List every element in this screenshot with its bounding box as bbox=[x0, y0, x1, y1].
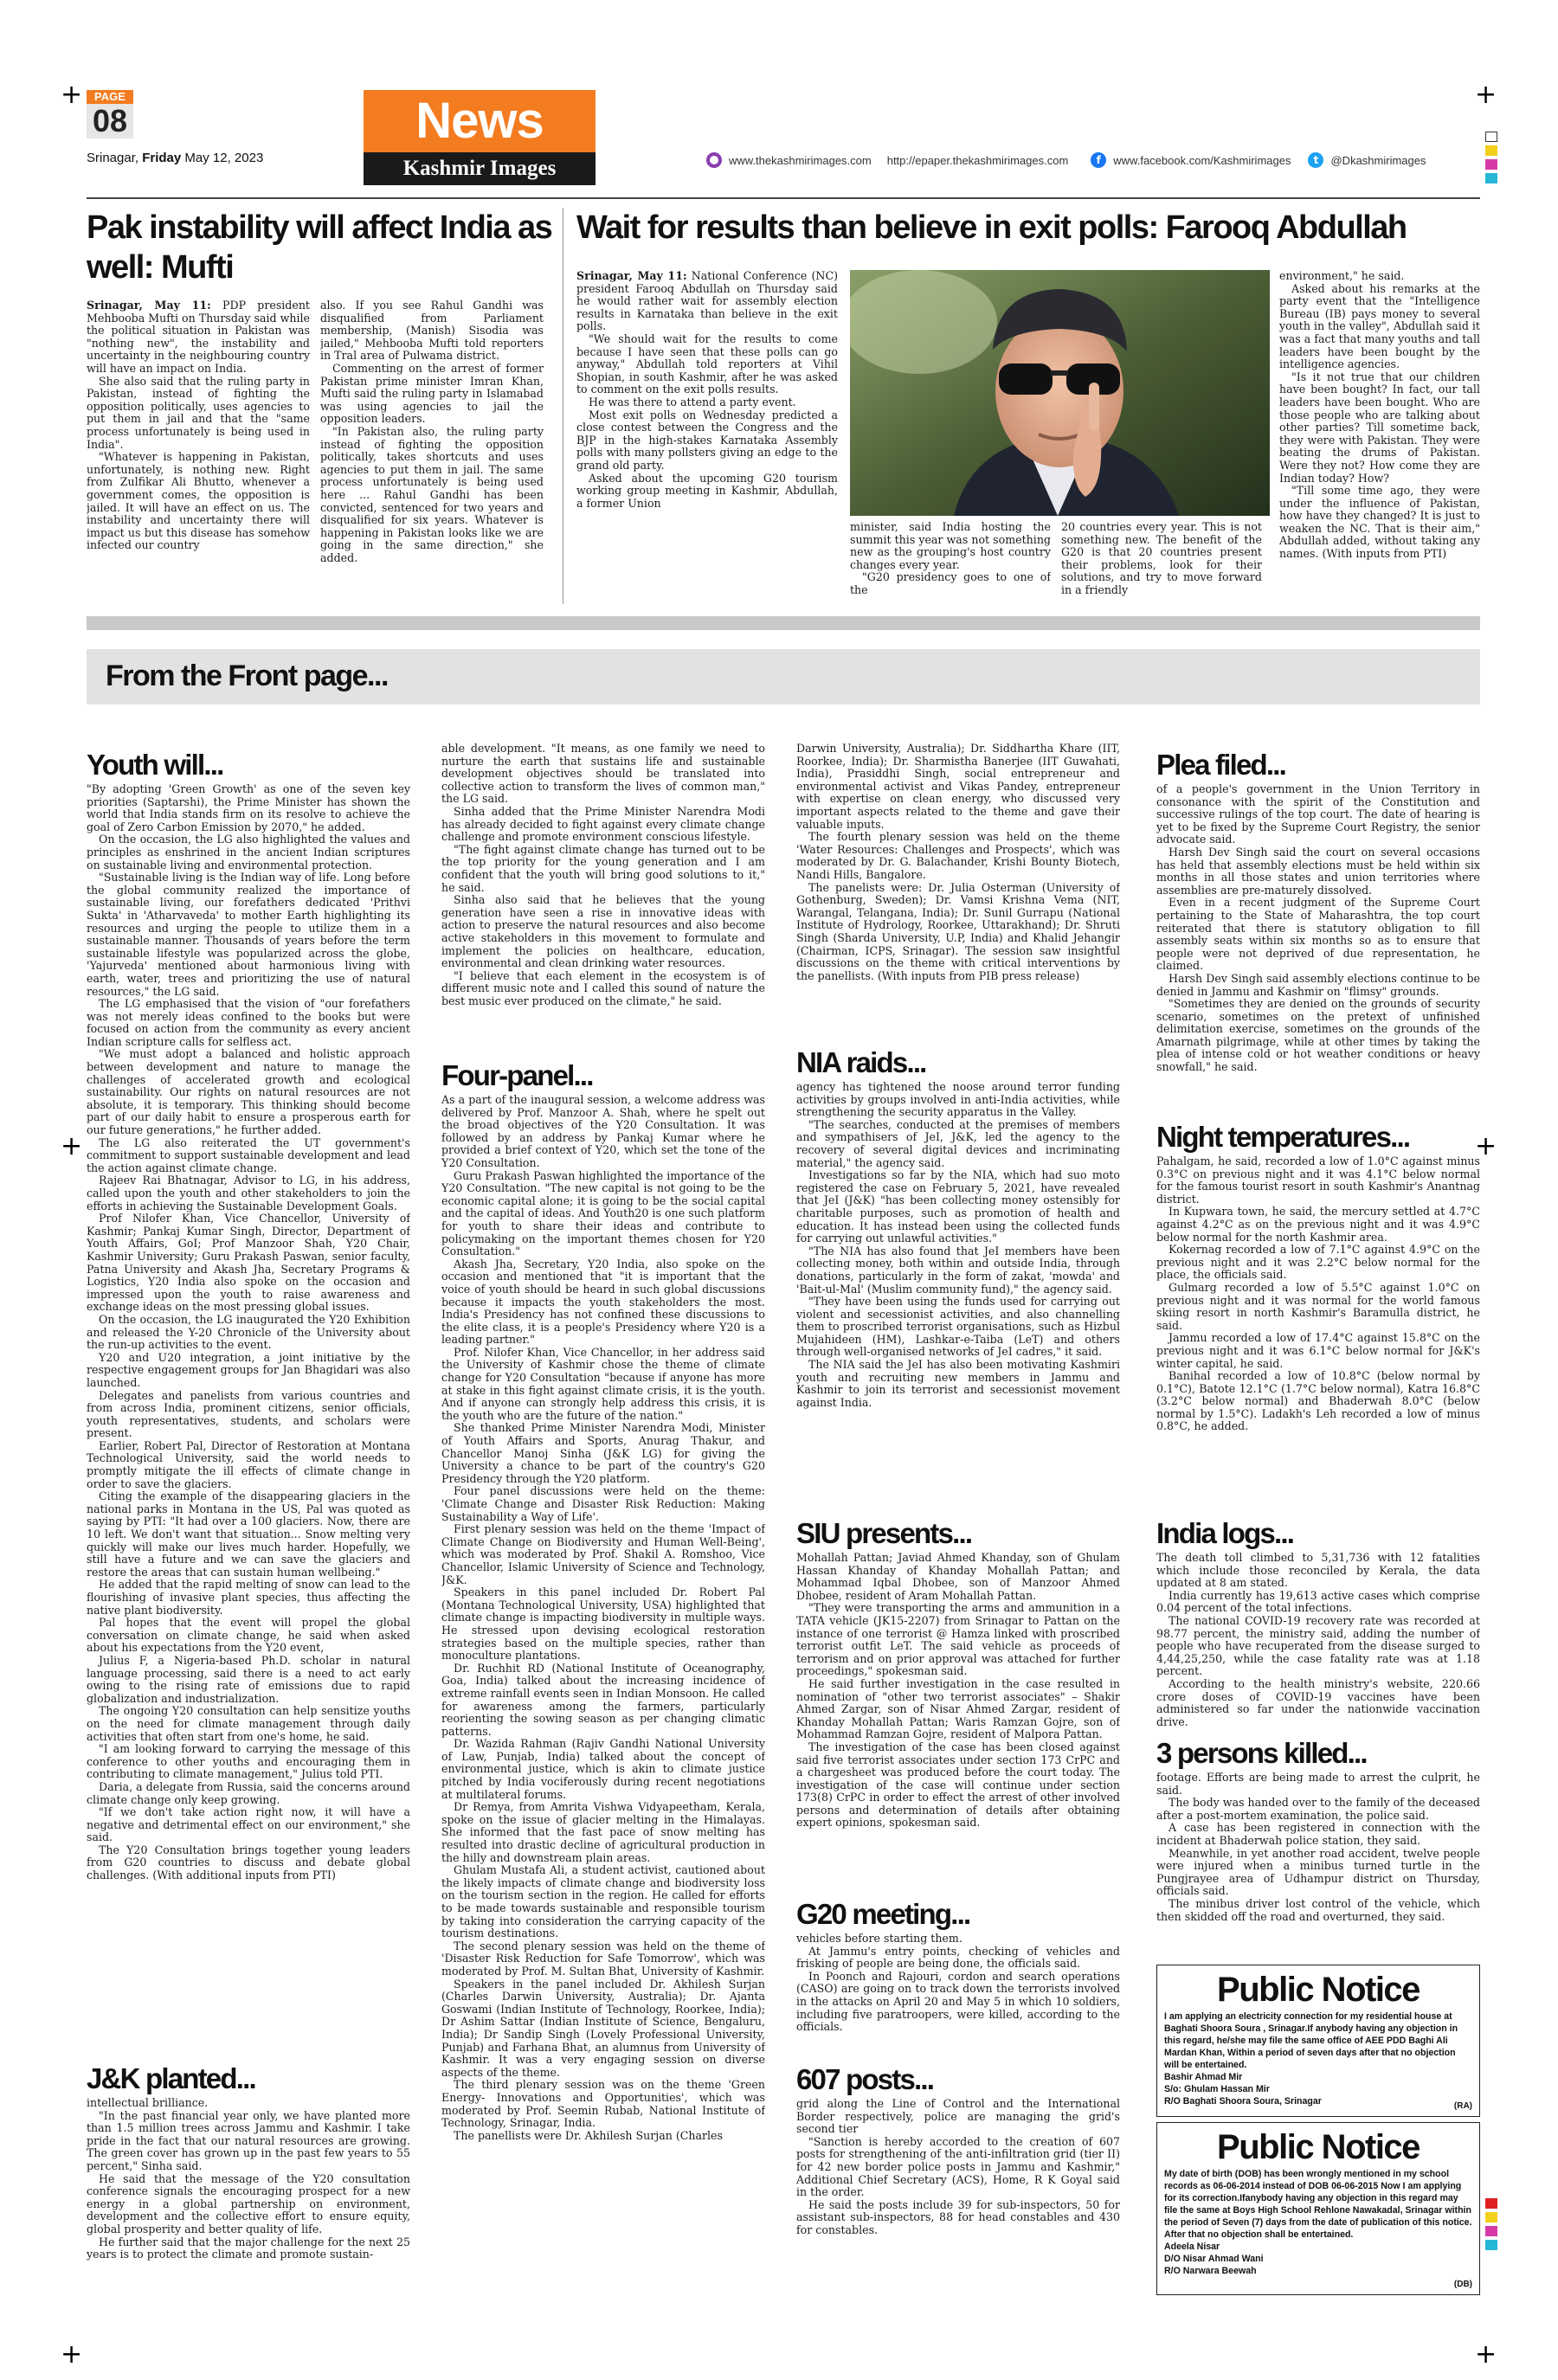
masthead-brand: Kashmir Images bbox=[364, 152, 596, 185]
story-column bbox=[850, 521, 1051, 604]
paragraph: "Whatever is happening in Pakistan, unfortunately, is nothing new. Right from Zulfikar Ali Bhutto, whenever a government comes, the opposition is jailed. It will have an effect on us. The instability and uncertainty there will impact us but this disease has somehow infected our country bbox=[87, 450, 310, 552]
paragraph: Jammu recorded a low of 17.4°C against 15.8°C on the previous night and it was 6.1°C below normal for J&K's winter capital, he said. bbox=[1156, 1331, 1480, 1370]
paragraph: She also said that the ruling party in Pakistan, instead of fighting the opposition politically, uses agencies to put them in jail and that the "same process unfortunately is being used in India". bbox=[87, 374, 310, 451]
paragraph: Julius F, a Nigeria-based Ph.D. scholar in natural language processing, said there is a need to act early owing to the rising rate of emissions due to rapid globalization and industrialization. bbox=[87, 1653, 410, 1705]
paragraph: Asked about his remarks at the party event that the "Intelligence Bureau (IB) pays money to several youth in the valley", Abdullah said it was a fact that many youths and tall leaders have been bought by the intelligence agencies. bbox=[1279, 281, 1480, 371]
color-swatch-cyan bbox=[1485, 2240, 1497, 2250]
paragraph: Citing the example of the disappearing glaciers in the national parks in Montana in the US, Pal was quoted as saying by PTI: "It had over a 100 glaciers. Now, there are 10 left. We don't want that situation... Snow melting very quickly will make our lives much harder. Hopefully, we still have a future and we can save the glaciers and restore the areas that can sustain human wellbeing." bbox=[87, 1489, 410, 1579]
paragraph: The Y20 Consultation brings together young leaders from G20 countries to discuss and debate global challenges. (With additional inputs from PTI) bbox=[87, 1843, 410, 1882]
paragraph: environment," he said. bbox=[1279, 270, 1405, 282]
paragraph: Sinha added that the Prime Minister Narendra Modi has already decided to fight against every climate change challenge and promote environment conscious lifestyle. bbox=[441, 804, 765, 844]
website-link[interactable]: www.thekashmirimages.com bbox=[729, 153, 872, 167]
paragraph: "If we don't take action right now, it will have a negative and detrimental effect on our environment," she said. bbox=[87, 1805, 410, 1844]
story-column bbox=[87, 2097, 410, 2332]
paragraph: Daria, a delegate from Russia, said the concerns around climate change only keep growing. bbox=[87, 1779, 410, 1806]
story-column bbox=[1156, 1155, 1480, 1476]
paragraph: He further said that the major challenge for the next 25 years is to protect the climate and promote sustain- bbox=[87, 2235, 410, 2261]
color-swatch-cyan bbox=[1485, 173, 1497, 183]
paragraph: Most exit polls on Wednesday predicted a close contest between the Congress and the BJP in the high-stakes Karnataka Assembly polls with many pollsters giving an edge to the grand old party. bbox=[576, 408, 838, 472]
dateline: Srinagar, Friday May 12, 2023 bbox=[87, 151, 264, 165]
paragraph: On the occasion, the LG inaugurated the Y20 Exhibition and released the Y-20 Chronicle of the University about the run-up activities to the event. bbox=[87, 1312, 410, 1352]
paragraph: Darwin University, Australia); Dr. Siddhartha Khare (IIT, Roorkee, India); Dr. Sharmistha Banerjee (IIT Guwahati, India), Prasiddhi Singh, social entrepreneur and environmental activist and Vikas Pandey, entrepreneur with expertise on clean energy, who discussed very important aspects related to the theme and gave their valuable inputs. bbox=[796, 743, 1120, 831]
story-column bbox=[1156, 1772, 1480, 1943]
paragraph: Dr. Ruchhit RD (National Institute of Oceanography, Goa, India) talked about the increasing incidence of extreme rainfall events seen in Indian Monsoon. He called for awareness among the farmers, particularly reorienting the sowing season as per changing climatic patterns. bbox=[441, 1661, 765, 1738]
notice-signatory: S/o: Ghulam Hassan Mir bbox=[1164, 2084, 1270, 2094]
paragraph: "In the past financial year only, we have planted more than 1.5 million trees across Jammu and Kashmir. I take pride in the fact that our natural resources are growing. The green cover has grown up in the past few years to 55 percent," Sinha said. bbox=[87, 2108, 410, 2172]
paragraph: Earlier, Robert Pal, Director of Restoration at Montana Technological University, said the world needs to promptly mitigate the ill effects of climate change in order to save the glaciers. bbox=[87, 1438, 410, 1490]
paragraph: "Till some time ago, they were under the influence of Pakistan, how have they changed? It is just to weaken the NC. That is their aim," Abdullah added, without taking any names. (With inputs from PTI) bbox=[1279, 484, 1480, 561]
paragraph: Meanwhile, in yet another road accident, twelve people were injured when a minibus turned turtle in the Pungjrayee area of Udhampur district on Thursday, officials said. bbox=[1156, 1846, 1480, 1898]
color-swatch-yellow bbox=[1485, 145, 1497, 156]
story-column bbox=[1061, 521, 1262, 604]
mail-icon bbox=[1485, 132, 1497, 142]
paragraph: First plenary session was held on the theme 'Impact of Climate Change on Biodiversity and Human Well-Being', which was moderated by Prof. Shakil A. Romshoo, Vice Chancellor, Islamic University of Science and Technology, J&K. bbox=[441, 1522, 765, 1586]
paragraph: Kokernag recorded a low of 7.1°C against 4.9°C on the previous night and it was 2.2°C below normal for the place, the officials said. bbox=[1156, 1243, 1480, 1282]
jump-headline: SIU presents... bbox=[796, 1517, 972, 1549]
notice-signatory: D/O Nisar Ahmad Wani bbox=[1164, 2254, 1264, 2264]
public-notice bbox=[1156, 1965, 1480, 2117]
paragraph: grid along the Line of Control and the International Border respectively, police are managing the grid's second tier bbox=[796, 2098, 1120, 2136]
paragraph: "They were transporting the arms and ammunition in a TATA vehicle (JK15-2207) from Srinagar to Pattan on the instance of one terrorist @ Hamza linked with proscribed terrorist outfit LeT. The said vehicle as proceeds of terrorism and on prior approval was attached for further proceedings," spokesman said. bbox=[796, 1601, 1120, 1678]
story-column bbox=[87, 299, 310, 604]
paragraph: "Sometimes they are denied on the grounds of security scenario, sometimes on the pretext of unfinished delimitation exercise, sometimes on the grounds of the Amarnath pilgrimage, while at other times by taking the plea of intense cold or hot weather conditions or heavy snowfall," he said. bbox=[1156, 997, 1480, 1074]
paragraph: Rajeev Rai Bhatnagar, Advisor to LG, in his address, called upon the youth and other stakeholders to join the efforts in achieving the Sustainable Development Goals. bbox=[87, 1174, 410, 1213]
paragraph: "Sanction is hereby accorded to the creation of 607 posts for strengthening of the anti-infiltration grid (tier II) for 42 new border police posts in Jammu and Kashmir," Additional Chief Secretary (ACS), Home, R K Goyal said in the order. bbox=[796, 2134, 1120, 2199]
facebook-icon: f bbox=[1091, 152, 1106, 168]
story-column bbox=[796, 2098, 1120, 2332]
registration-mark: + bbox=[61, 80, 83, 110]
paragraph: minister, said India hosting the summit this year was not something new as the grouping's host country changes every year. bbox=[850, 521, 1051, 571]
twitter-link[interactable]: @Dkashmirimages bbox=[1330, 153, 1426, 167]
farooq-abdullah-photo bbox=[850, 270, 1270, 516]
paragraph: The investigation of the case has been closed against said five terrorist associates under section 173 CrPC and a chargesheet was produced before the court today. The investigation of the case will continue under section 173(8) CrPC in order to effect the arrest of other involved persons and determination of details after obtaining expert opinions, spokesman said. bbox=[796, 1740, 1120, 1830]
notice-signatory: R/O Baghati Shoora Soura, Srinagar bbox=[1164, 2096, 1322, 2107]
jump-headline: G20 meeting... bbox=[796, 1898, 970, 1930]
section-divider-bar bbox=[87, 616, 1480, 630]
paragraph: He said the posts include 39 for sub-inspectors, 50 for assistant sub-inspectors, 88 for head constables and 430 for constables. bbox=[796, 2197, 1120, 2236]
section-masthead bbox=[364, 90, 596, 185]
story-column bbox=[1156, 783, 1480, 1095]
paragraph: At Jammu's entry points, checking of vehicles and frisking of people are being done, the officials said. bbox=[796, 1944, 1120, 1971]
registration-mark: + bbox=[61, 1131, 83, 1161]
paragraph: The panellists were Dr. Akhilesh Surjan (Charles bbox=[454, 2128, 723, 2142]
paragraph: On the occasion, the LG also highlighted the values and principles as enshrined in the ancient Indian scriptures on sustainable living and environmental protection. bbox=[87, 833, 410, 872]
epaper-link[interactable]: http://epaper.thekashmirimages.com bbox=[886, 153, 1069, 167]
paragraph: He said further investigation in the case resulted in nomination of "other two terrorist associates" – Shakir Ahmed Zargar, son of Nisar Ahmed Zargar, resident of Khanday Mohallah Pattan; Waris Ramzan Gojre, son of Mohammad Ramzan Gojre, resident of Malpora Pattan. bbox=[796, 1676, 1120, 1741]
paragraph: Pal hopes that the event will propel the global conversation on climate change, he said when asked about his expectations from the Y20 event, bbox=[87, 1616, 410, 1655]
masthead-title: News bbox=[364, 90, 596, 152]
jump-headline: J&K planted... bbox=[87, 2062, 255, 2094]
registration-mark: + bbox=[61, 2339, 83, 2370]
paragraph: "The fight against climate change has turned out to be the top priority for the young generation and I am confident that the youth will bring good solutions to it," he said. bbox=[441, 842, 765, 894]
notice-signatory: Adeela Nisar bbox=[1164, 2242, 1220, 2252]
paragraph: The second plenary session was held on the theme of 'Disaster Risk Reduction for Safe Tomorrow', which was moderated by Prof. M. Sultan Bhat, University of Kashmir. bbox=[441, 1939, 765, 1978]
paragraph: 20 countries every year. This is not something new. The benefit of the G20 is that 20 countries present their problems, look for their solutions, and try to move forward in a friendly bbox=[1061, 521, 1262, 596]
paragraph: Prof. Nilofer Khan, Vice Chancellor, in her address said the University of Kashmir chose the theme of climate change for Y20 Consultation "because if anyone has more at stake in this fight against climate crisis, it is the youth. And if anyone can strongly help address this crisis, it is the youth who are the future of the nation." bbox=[441, 1345, 765, 1422]
paragraph: Even in a recent judgment of the Supreme Court pertaining to the State of Maharashtra, the top court reiterated that there is statutory obligation to fill assembly seats within six months so as to ensure that people were not deprived of due representation, he claimed. bbox=[1156, 896, 1480, 973]
paragraph: Akash Jha, Secretary, Y20 India, also spoke on the occasion and mentioned that "it is important that the voice of youth should be heard in such global discussions because it impacts the youth stakeholders the most. India's Presidency has not confined these discussions to the elite class, it is a people's Presidency where Y20 is a leading partner." bbox=[441, 1257, 765, 1347]
paragraph: "In Pakistan also, the ruling party instead of fighting the opposition politically, takes shortcuts and uses agencies to put them in jail. The same process unfortunately is being used here ... Rahul Gandhi has been convicted, sentenced for two years and disqualified for six years. Whatever is happening in Pakistan looks like we are going in the same direction," she added. bbox=[320, 424, 544, 564]
paragraph: "The searches, conducted at the premises of members and sympathisers of JeI, J&K, led the agency to the recovery of several digital devices and incriminating material," the agency said. bbox=[796, 1117, 1120, 1169]
website-icon bbox=[706, 152, 722, 168]
paragraph: Sinha also said that he believes that the young generation have seen a rise in innovative ideas with action to preserve the natural resources and also become active stakeholders in this movement to formulate and implement the policies on healthcare, education, environmental and clean drinking water resources. bbox=[441, 893, 765, 970]
notice-title: Public Notice bbox=[1217, 2128, 1420, 2166]
paragraph: She thanked Prime Minister Narendra Modi, Minister of Youth Affairs and Sports, Anurag Thakur, and Chancellor Manoj Sinha (J&K LG) for giving the University a chance to be part of the country's G20 Presidency through the Y20 platform. bbox=[441, 1421, 765, 1485]
paragraph: Y20 and U20 integration, a joint initiative by the respective engagement groups for Jan Bhagidari was also launched. bbox=[87, 1350, 410, 1389]
paragraph: "They have been using the funds used for carrying out violent and secessionist activities, and also channelling them to proscribed terrorist organisations, such as Hizbul Mujahideen (HM), Lashkar-e-Taiba (LeT) and others through well-organised networks of JeI cadres," it said. bbox=[796, 1295, 1120, 1359]
front-page-banner bbox=[87, 649, 1480, 704]
paragraph: "The NIA has also found that JeI members have been collecting money, both within and outside India, through donations, particularly in the form of zakat, 'mowda' and 'Bait-ul-Mal' (Muslim community fund)," the agency said. bbox=[796, 1244, 1120, 1296]
story-headline: Wait for results than believe in exit polls: Farooq Abdullah bbox=[576, 209, 1407, 246]
registration-mark: + bbox=[1475, 80, 1497, 110]
paragraph: He added that the rapid melting of snow can lead to the flourishing of invasive plant species, thus affecting the native plant biodiversity. bbox=[87, 1578, 410, 1617]
notice-signatory: R/O Narwara Beewah bbox=[1164, 2266, 1257, 2276]
paragraph: intellectual brilliance. bbox=[87, 2097, 209, 2109]
color-swatch-yellow bbox=[1485, 2212, 1497, 2222]
jump-headline: NIA raids... bbox=[796, 1046, 926, 1078]
paragraph: "By adopting 'Green Growth' as one of the seven key priorities (Saptarshi), the Prime Minister has shown the world that India stands firm on its resolve to achieve the goal of Zero Carbon Emission by 2070," he added. bbox=[87, 783, 410, 833]
paragraph: Srinagar, May 11: National Conference (NC) president Farooq Abdullah on Thursday said he would rather wait for assembly election results in Karnataka than believe in the exit polls. bbox=[576, 270, 838, 333]
paragraph: Commenting on the arrest of former Pakistan prime minister Imran Khan, Mufti said the ruling party in Islamabad was using agencies to jail the opposition leaders. bbox=[320, 361, 544, 426]
header-rule bbox=[87, 197, 1480, 199]
paragraph: "Is it not true that our children have been bought? In fact, our tall leaders have been bought. Who are those people who are talking about other parties? Till sometime back, they were with Pakistan. They were beating the drums of Pakistan. Were they not? How come they are Indian today? How? bbox=[1279, 370, 1480, 485]
registration-mark: + bbox=[1475, 2339, 1497, 2370]
paragraph: able development. "It means, as one family we need to nurture the earth that sustains life and sustainable development objectives should be translated into collective action to transform the lives of common man," the LG said. bbox=[441, 743, 765, 806]
links-bar bbox=[706, 152, 1426, 168]
paragraph: In Kupwara town, he said, the mercury settled at 4.7°C against 4.2°C as on the previous night and it was 4.9°C below normal for the north Kashmir area. bbox=[1156, 1205, 1480, 1244]
story-column bbox=[796, 743, 1120, 1028]
paragraph: The LG also reiterated the UT government's commitment to support sustainable development and lead the action against climate change. bbox=[87, 1135, 410, 1174]
story-headline: Pak instability will affect India as well: Mufti bbox=[87, 209, 552, 286]
story-column bbox=[576, 270, 838, 604]
paragraph: The third plenary session was on the theme 'Green Energy- Innovations and Opportunities', which was moderated by Prof. Seemin Rubab, National Institute of Technology, Srinagar, India. bbox=[441, 2078, 765, 2130]
story-column bbox=[796, 1081, 1120, 1507]
paragraph: Ghulam Mustafa Ali, a student activist, cautioned about the likely impacts of climate change and biodiversity loss on the tourism section in the region. He called for efforts to be made towards sustainable and responsible tourism by taking into consideration the carrying capacity of the tourism destinations. bbox=[441, 1863, 765, 1940]
portrait-image bbox=[850, 270, 1270, 516]
jump-headline: Plea filed... bbox=[1156, 749, 1285, 781]
jump-headline: Youth will... bbox=[87, 749, 223, 781]
jump-headline: Four-panel... bbox=[441, 1059, 593, 1091]
paragraph: Four panel discussions were held on the theme: 'Climate Change and Disaster Risk Reduction: Making Sustainability a Way of Life'. bbox=[441, 1484, 765, 1523]
paragraph: The NIA said the JeI has also been motivating Kashmiri youth and recruiting new members in Jammu and Kashmir to join its terrorist and secessionist movement against India. bbox=[796, 1358, 1120, 1409]
paragraph: India currently has 19,613 active cases which comprise 0.04 percent of the total infections. bbox=[1156, 1588, 1480, 1615]
paragraph: Gulmarg recorded a low of 5.5°C against 1.0°C on previous night and it was normal for the world famous skiing resort in north Kashmir's Baramulla district, he said. bbox=[1156, 1280, 1480, 1332]
story-column bbox=[441, 743, 765, 1021]
paragraph: "I am looking forward to carrying the message of this conference to other youths and encouraging them in contributing to climate management," Julius told PTI. bbox=[87, 1742, 410, 1781]
paragraph: Dr. Wazida Rahman (Rajiv Gandhi National University of Law, Punjab, India) talked about the concept of environmental justice, which is akin to climate justice pitched by India vociferously during recent negotiations at multilateral forums. bbox=[441, 1737, 765, 1801]
paragraph: Speakers in the panel included Dr. Akhilesh Surjan (Charles Darwin University, Australia); Dr. Ajanta Goswami (Indian Institute of Technology, Roorkee, India); Dr Ashim Sattar (Indian Institute of Science, Bengaluru, India); Dr Sandip Singh (Lovely Professional University, Punjab) and Farhana Bhat, an alumnus from University of Kashmir. It was a very engaging session on diverse aspects of the theme. bbox=[441, 1977, 765, 2079]
registration-mark: + bbox=[1475, 1131, 1497, 1161]
notice-code: (DB) bbox=[1453, 2280, 1472, 2289]
paragraph: agency has tightened the noose around terror funding activities by groups involved in anti-India activities, while strengthening the security apparatus in the Valley. bbox=[796, 1081, 1120, 1119]
story-column bbox=[320, 299, 544, 604]
paragraph: He said that the message of the Y20 consultation conference signals the encouraging prospect for a new energy in a global partnership on environment, development and the collective effort to ensure equity, global prosperity and better quality of life. bbox=[87, 2171, 410, 2235]
notice-code: (RA) bbox=[1453, 2101, 1472, 2111]
paragraph: The minibus driver lost control of the vehicle, which then skidded off the road and overturned, they said. bbox=[1156, 1896, 1480, 1923]
jump-headline: 3 persons killed... bbox=[1156, 1737, 1367, 1769]
paragraph: "We should wait for the results to come because I have seen that these polls can go anyway," Abdullah told reporters at Vihil Shopian, in south Kashmir, after he was asked to comment on the exit polls results. bbox=[576, 331, 838, 396]
paragraph: The death toll climbed to 5,31,736 with 12 fatalities which include those reconciled by Kerala, the data updated at 8 am stated. bbox=[1156, 1552, 1480, 1590]
paragraph: Harsh Dev Singh said assembly elections continue to be denied in Jammu and Kashmir on "flimsy" grounds. bbox=[1156, 971, 1480, 998]
page-number-box bbox=[87, 90, 133, 138]
notice-body: My date of birth (DOB) has been wrongly mentioned in my school records as 06-06-2014 instead of DOB 06-06-2015 Now I am applying for its correction.Ifanybody having any objection in this regard may file the same at Boys High School Rehlone Nawakadal, Srinagar within the period of Seven (7) days from the date of publication of this notice. After that no objection shall be entertained. bbox=[1164, 2169, 1472, 2240]
paragraph: footage. Efforts are being made to arrest the culprit, he said. bbox=[1156, 1772, 1480, 1797]
color-swatch-magenta bbox=[1485, 2226, 1497, 2236]
jump-headline: 607 posts... bbox=[796, 2063, 934, 2095]
story-column bbox=[441, 1094, 765, 2333]
jump-headline: Night temperatures... bbox=[1156, 1121, 1410, 1153]
paragraph: In Poonch and Rajouri, cordon and search operations (CASO) are going on to track down the terrorists involved in the attacks on April 20 and May 5 in which 10 soldiers, including five paratroopers, were killed, according to the officials. bbox=[796, 1969, 1120, 2034]
paragraph: The LG emphasised that the vision of "our forefathers was not merely ideas confined to the books but were focused on action from the community as every ancient Indian scripture calls for selfless act. bbox=[87, 997, 410, 1048]
color-swatch-magenta bbox=[1485, 159, 1497, 170]
story-column bbox=[796, 1552, 1120, 1896]
paragraph: of a people's government in the Union Territory in consonance with the spirit of the Constitution and successive rulings of the top court. The date of hearing is yet to be fixed by the Supreme Court Registry, the senior advocate said. bbox=[1156, 783, 1480, 846]
paragraph: "Sustainable living is the Indian way of life. Long before the global community realized the importance of sustainable living, our forefathers dedicated 'Prithvi Sukta' in 'Atharvaveda' to mother Earth highlighting its resources and urging the people to utilize them in a sustainable manner. Thousands of years before the term sustainable lifestyle was popularized across the globe, 'Yajurveda' mentioned about harmonious living with earth, water, trees and prioritizing the use of natural resources," the LG said. bbox=[87, 871, 410, 998]
notice-signatory: Bashir Ahmad Mir bbox=[1164, 2072, 1243, 2082]
paragraph: Guru Prakash Paswan highlighted the importance of the Y20 Consultation. "The new capital is not going to be the economic capital alone; it is going to be the social capital and the capital of ideas. And Youth20 is one such platform for youth to share their ideas and contribute to policymaking on the important themes chosen for Y20 Consultation." bbox=[441, 1168, 765, 1258]
paragraph: Dr Remya, from Amrita Vishwa Vidyapeetham, Kerala, spoke on the issue of glacier melting in the Himalayas. She informed that the fast pace of snow melting has resulted into drastic decline of agricultural production in the hilly and downstream plain areas. bbox=[441, 1800, 765, 1864]
paragraph: Prof Nilofer Khan, Vice Chancellor, University of Kashmir; Pankaj Kumar Singh, Director, Department of Youth Affairs, GoI; Prof Manzoor Shah, Y20 Chair, Kashmir University; Guru Prakash Paswan, senior faculty, Patna University and Akash Jha, Secretary Programs & Logistics, Y20 India also spoke on the occasion and impressed upon the youth to raise awareness and exchange ideas on the most pressing global issues. bbox=[87, 1212, 410, 1314]
paragraph: "I believe that each element in the ecosystem is of different music note and I called this sound of nature the best music ever produced on the climate," he said. bbox=[441, 968, 765, 1007]
paragraph: The ongoing Y20 consultation can help sensitize youths on the need for climate management through daily activities that often start from one's home, he said. bbox=[87, 1704, 410, 1743]
paragraph: The fourth plenary session was held on the theme 'Water Resources: Challenges and Prospects', which was moderated by Dr. G. Balachander, Krishi Bounty Biotech, Nandi Hills, Bangalore. bbox=[796, 830, 1120, 881]
paragraph: "G20 presidency goes to one of the bbox=[850, 570, 1051, 596]
twitter-icon: t bbox=[1308, 152, 1323, 168]
paragraph: The panelists were: Dr. Julia Osterman (University of Gothenburg, Sweden); Dr. Vamsi Krishna Vema (NIT, Warangal, Telangana, India); Dr. Sunil Gurrapu (National Institute of Hydrology, Roorkee, Uttarakhand); Dr. Shruti Singh (Sharda University, U.P, India) and Khalid Jehangir (Chairman, ICPS, Srinagar). The session saw insightful discussions on the theme with critical interventions by the panellists. (With inputs from PIB press release) bbox=[796, 880, 1120, 982]
paragraph: Pahalgam, he said, recorded a low of 1.0°C against minus 0.3°C on previous night and it was 4.1°C below normal for the famous tourist resort in south Kashmir's Anantnag district. bbox=[1156, 1155, 1480, 1206]
paragraph: Mohallah Pattan; Javiad Ahmed Khanday, son of Ghulam Hassan Khanday of Khanday Mohallah Pattan; and Mohammad Iqbal Dhobee, son of Manzoor Ahmed Dhobee, resident of Aram Mohallah Pattan. bbox=[796, 1552, 1120, 1602]
paragraph: The body was handed over to the family of the deceased after a post-mortem examination, the police said. bbox=[1156, 1796, 1480, 1822]
paragraph: Speakers in this panel included Dr. Robert Pal (Montana Technological University, USA) highlighted that climate change is impacting biodiversity in multiple ways. He stressed upon devising ecological restoration strategies based on the multiple species, rather than monoculture plantations. bbox=[441, 1586, 765, 1663]
story-column bbox=[796, 1933, 1120, 2062]
paragraph: Investigations so far by the NIA, which had suo moto registered the case on February 5, 2021, have revealed that JeI (J&K) "has been collecting money ostensibly for charitable purposes, such as promotion of health and education. It has instead been using the collected funds for carrying out unlawful activities." bbox=[796, 1168, 1120, 1245]
paragraph: also. If you see Rahul Gandhi was disqualified from Parliament membership, (Manish) Sisodia was jailed," Mehbooba Mufti told reporters in Tral area of Pulwama district. bbox=[320, 299, 544, 363]
public-notice bbox=[1156, 2122, 1480, 2295]
page-label: PAGE bbox=[87, 90, 133, 104]
section-title: From the Front page... bbox=[106, 659, 388, 692]
paragraph: The national COVID-19 recovery rate was recorded at 98.77 percent, the ministry said, adding the number of people who have recuperated from the disease surged to 4,44,25,250, while the case fatality rate was at 1.18 percent. bbox=[1156, 1613, 1480, 1678]
paragraph: vehicles before starting them. bbox=[796, 1933, 962, 1945]
page-number: 08 bbox=[87, 104, 133, 138]
jump-headline: India logs... bbox=[1156, 1517, 1294, 1549]
paragraph: Banihal recorded a low of 10.8°C (below normal by 0.1°C), Batote 12.1°C (1.7°C below normal), Katra 16.8°C (3.2°C below normal) and Bhaderwah 8.0°C (below normal by 1.5°C). Ladakh's Leh recorded a low of minus 0.8°C, he added. bbox=[1156, 1369, 1480, 1433]
notice-body: I am applying an electricity connection for my residential house at Baghati Shoora Soura , Srinagar.If anybody having any objection in this regard, he/she may file the same office of AEE PDD Baghi Ali Mardan Khan, Within a period of seven days after that no objection will be entertained. bbox=[1164, 2011, 1458, 2070]
story-column bbox=[87, 783, 410, 2038]
notice-title: Public Notice bbox=[1217, 1971, 1420, 2009]
paragraph: Asked about the upcoming G20 tourism working group meeting in Kashmir, Abdullah, a former Union bbox=[576, 471, 838, 510]
paragraph: Harsh Dev Singh said the court on several occasions has held that assembly elections must be held within six months in all those states and union territories where assemblies are pre-maturely dissolved. bbox=[1156, 845, 1480, 897]
paragraph: "We must adopt a balanced and holistic approach between development and nature to manage the challenges of accelerated growth and ecological sustainability. Our rights on natural resources are not absolute, it is temporary. This thinking should become part of our daily habit to ensure a prosperous earth for our future generations," he further added. bbox=[87, 1047, 410, 1137]
paragraph: A case has been registered in connection with the incident at Bhaderwah police station, they said. bbox=[1156, 1821, 1480, 1847]
story-column bbox=[1279, 270, 1480, 604]
paragraph: Srinagar, May 11: PDP president Mehbooba Mufti on Thursday said while the political situation in Pakistan was "nothing new", the instability and uncertainty in the neighbouring country will have an impact on India. bbox=[87, 299, 310, 375]
paragraph: As a part of the inaugural session, a welcome address was delivered by Prof. Manzoor A. Shah, where he spelt out the broad objectives of the Y20 Consultation. It was followed by an address by Pankaj Kumar where he provided a brief context of Y20, which set the tone of the Y20 Consultation. bbox=[441, 1094, 765, 1169]
paragraph: He was there to attend a party event. bbox=[589, 395, 796, 408]
facebook-link[interactable]: www.facebook.com/Kashmirimages bbox=[1113, 153, 1291, 167]
paragraph: Delegates and panelists from various countries and from across India, prominent citizens, senior officials, youth representatives, students, and scholars were present. bbox=[87, 1388, 410, 1440]
paragraph: According to the health ministry's website, 220.66 crore doses of COVID-19 vaccines have been administered so far under the nationwide vaccination drive. bbox=[1156, 1676, 1480, 1728]
color-swatch-red bbox=[1485, 2198, 1497, 2209]
